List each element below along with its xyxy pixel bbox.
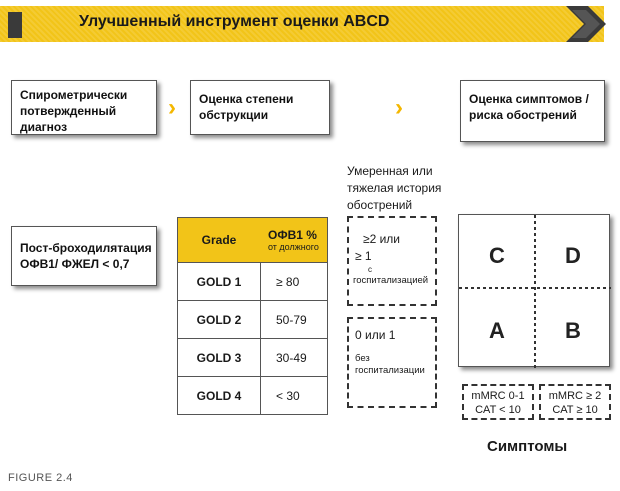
table-cell-value: 30-49 — [276, 350, 307, 365]
post-bronchodilator-line: Пост-броходилятация — [20, 241, 152, 255]
chevron-right-icon: › — [168, 94, 176, 121]
step-diagnosis-line: потвержденный — [20, 104, 117, 118]
step-risk-line: Оценка симптомов / — [469, 92, 589, 106]
table-cell-grade: GOLD 3 — [178, 339, 261, 376]
high-risk-line: с — [368, 265, 372, 274]
post-bronchodilator-box — [11, 226, 157, 286]
step-diagnosis-line: диагноз — [20, 120, 68, 134]
high-risk-box — [347, 216, 437, 306]
exacerbation-label-line: Умеренная или — [347, 164, 433, 178]
grid-dividers — [459, 215, 611, 368]
grid-letter-a: A — [489, 318, 505, 343]
step-diagnosis-box — [11, 80, 157, 135]
step-obstruction-line: Оценка степени — [199, 92, 294, 106]
symptoms-label: Симптомы — [487, 438, 568, 455]
high-risk-line: ≥2 или — [363, 232, 401, 246]
table-row — [177, 339, 328, 377]
table-header-fev1-sub: от должного — [268, 242, 319, 252]
exacerbation-label-line: тяжелая история — [347, 181, 442, 195]
banner-arrow-icon — [566, 2, 610, 42]
chevron-right-icon: › — [395, 94, 403, 121]
low-risk-line: без — [355, 353, 370, 364]
table-header-fev1: ОФВ1 % — [268, 228, 317, 242]
table-cell-value: ≥ 80 — [276, 274, 300, 289]
exacerbation-label-line: обострений — [347, 198, 413, 212]
step-obstruction-line: обструкции — [199, 108, 269, 122]
table-row — [177, 263, 328, 301]
symptom-high-line: mMRC ≥ 2 — [548, 390, 602, 402]
table-cell-value: 50-79 — [276, 312, 307, 327]
low-risk-box — [347, 317, 437, 408]
low-risk-line: госпитализации — [355, 365, 425, 376]
step-diagnosis-line: Спирометрически — [20, 88, 128, 102]
table-cell-grade: GOLD 1 — [178, 263, 261, 300]
exacerbation-history-label — [347, 163, 441, 214]
table-cell-value: < 30 — [276, 388, 300, 403]
table-row — [177, 301, 328, 339]
table-cell-grade: GOLD 4 — [178, 377, 261, 414]
grid-letter-c: C — [489, 243, 505, 268]
abcd-grid — [458, 214, 610, 367]
page-title: Улучшенный инструмент оценки ABCD — [79, 13, 390, 30]
table-header-fev1-cell — [260, 218, 327, 262]
figure-label: FIGURE 2.4 — [8, 472, 73, 484]
gold-grade-table — [177, 217, 328, 415]
table-row — [177, 377, 328, 415]
post-bronchodilator-line: ОФВ1/ ФЖЕЛ < 0,7 — [20, 257, 130, 271]
banner-marker — [8, 12, 22, 38]
grid-letter-b: B — [565, 318, 581, 343]
symptom-box-high — [539, 384, 611, 420]
step-risk-box — [460, 80, 605, 142]
step-obstruction-box — [190, 80, 330, 135]
high-risk-line: ≥ 1 — [355, 249, 372, 263]
step-risk-line: риска обострений — [469, 108, 577, 122]
symptom-low-line: CAT < 10 — [475, 404, 521, 416]
table-cell-grade: GOLD 2 — [178, 301, 261, 338]
table-header-row — [177, 217, 328, 263]
grid-letter-d: D — [565, 243, 581, 268]
table-header-grade: Grade — [201, 233, 237, 247]
symptom-high-line: CAT ≥ 10 — [552, 404, 598, 416]
symptom-box-low — [462, 384, 534, 420]
symptom-low-line: mMRC 0-1 — [471, 390, 525, 402]
high-risk-line: госпитализацией — [353, 275, 429, 286]
low-risk-line: 0 или 1 — [355, 328, 396, 342]
